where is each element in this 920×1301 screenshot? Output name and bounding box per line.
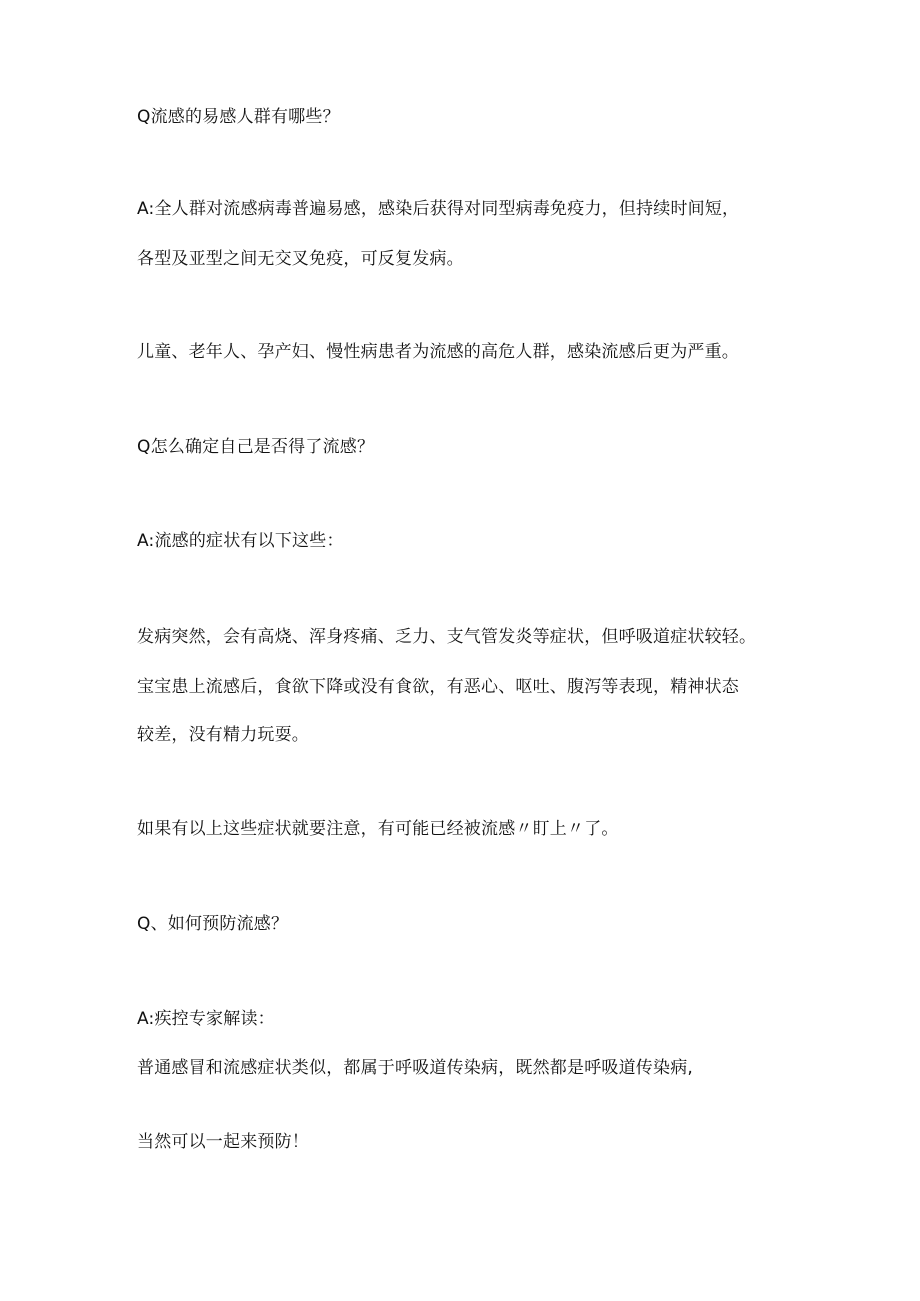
prevention-line-1: 普通感冒和流感症状类似，都属于呼吸道传染病，既然都是呼吸道传染病, [137,1058,694,1078]
answer-3-heading: A:疾控专家解读： [137,1009,275,1029]
prevention-line-2: 当然可以一起来预防！ [137,1132,309,1152]
attention-paragraph: 如果有以上这些症状就要注意，有可能已经被流感〃盯上〃了。 [137,819,619,839]
symptoms-line-3: 较差，没有精力玩耍。 [137,725,309,745]
symptoms-line-2: 宝宝患上流感后，食欲下降或没有食欲，有恶心、呕吐、腹泻等表现，精神状态 [137,677,739,697]
answer-1-line-1: A:全人群对流感病毒普遍易感，感染后获得对同型病毒免疫力，但持续时间短， [137,199,740,219]
answer-2-heading: A:流感的症状有以下这些： [137,531,344,551]
answer-1-line-2: 各型及亚型之间无交叉免疫，可反复发病。 [137,249,464,269]
symptoms-line-1: 发病突然，会有高烧、浑身疼痛、乏力、支气管发炎等症状，但呼吸道症状较轻。 [137,627,757,647]
question-3: Q、如何预防流感？ [137,914,289,934]
question-1: Q流感的易感人群有哪些？ [137,107,340,127]
high-risk-paragraph: 儿童、老年人、孕产妇、慢性病患者为流感的高危人群，感染流感后更为严重。 [137,342,739,362]
question-2: Q怎么确定自己是否得了流感？ [137,437,375,457]
